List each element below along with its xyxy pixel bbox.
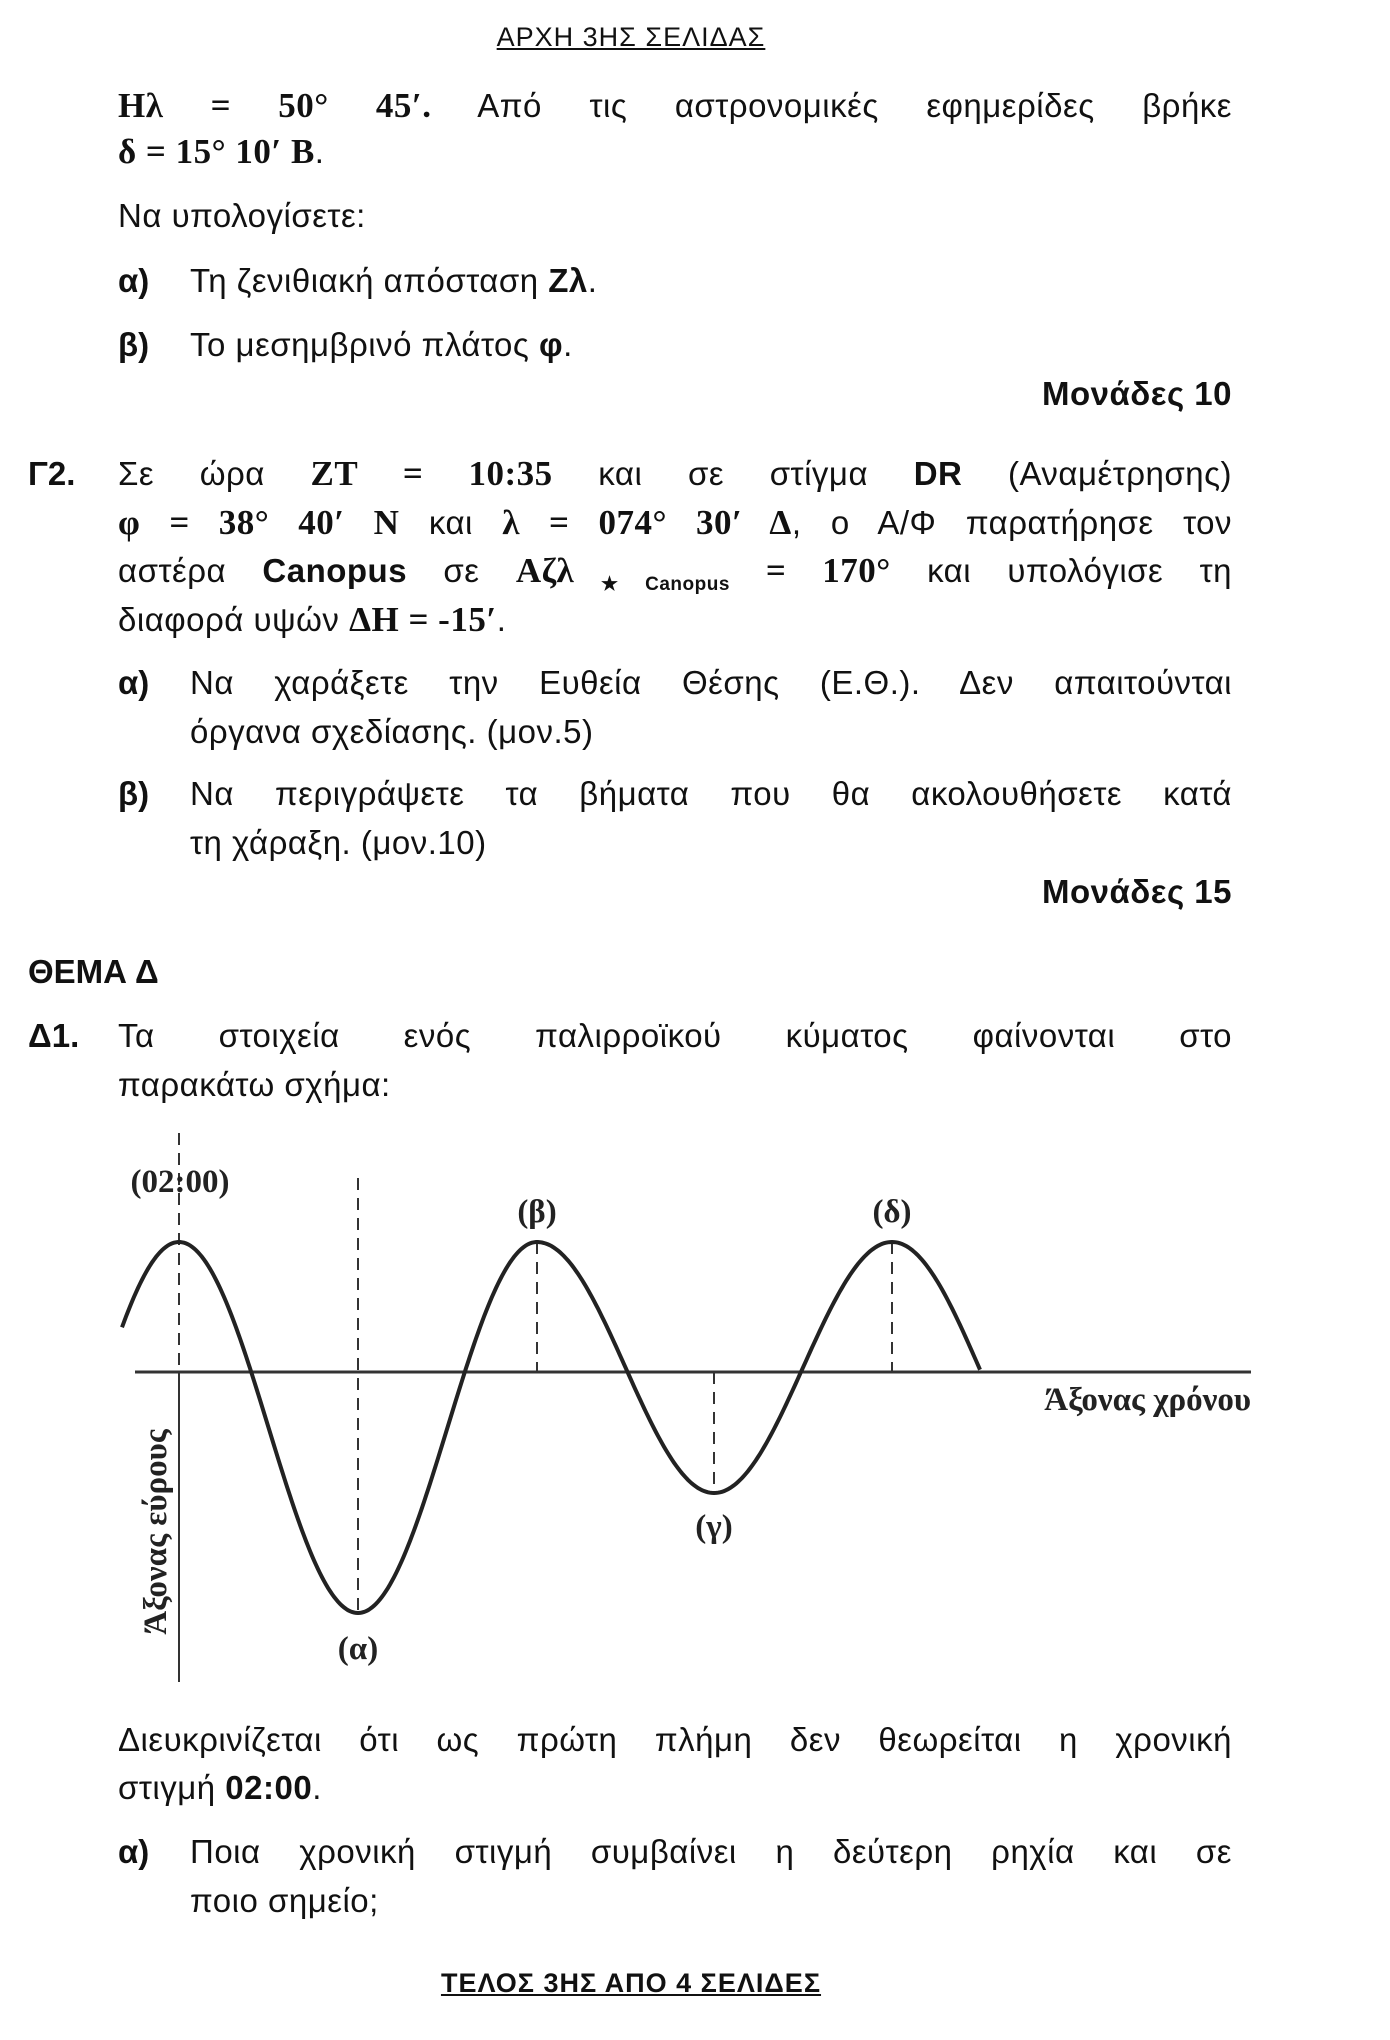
text-segment: . xyxy=(587,262,598,299)
text-segment: διαφορά υψών xyxy=(118,601,350,638)
tide-wave-curve xyxy=(122,1242,980,1613)
bold-text: φ xyxy=(538,326,564,363)
bold-text: Μονάδες 15 xyxy=(1042,873,1232,910)
start-time-label: (02:00) xyxy=(130,1164,230,1200)
question-label-g2: Γ2. xyxy=(28,455,76,492)
text-segment: σε xyxy=(407,552,516,589)
text-segment: , ο Α/Φ παρατήρησε τον xyxy=(791,504,1232,541)
text-segment: . xyxy=(563,326,573,363)
amplitude-axis-label: Άξονας εύρους xyxy=(138,1429,174,1635)
text-segment: Σε ώρα xyxy=(118,455,311,492)
text-segment: Να υπολογίσετε: xyxy=(118,197,366,234)
text-segment: Το μεσημβρινό πλάτος xyxy=(190,326,539,363)
page-footer: ΤΕΛΟΣ 3ΗΣ ΑΠΟ 4 ΣΕΛΙΔΕΣ xyxy=(440,1968,822,1998)
text-line xyxy=(118,869,1232,915)
text-line xyxy=(190,771,1232,817)
text-segment: ποιο σημείο; xyxy=(190,1882,379,1919)
math-expression: Αζλ xyxy=(515,551,575,590)
text-segment: όργανα σχεδίασης. (μον.5) xyxy=(190,713,594,750)
item-label-a: α) xyxy=(118,262,150,299)
text-line xyxy=(118,500,1232,546)
text-segment: Διευκρινίζεται ότι ως πρώτη πλήμη δεν θεωρείται η χρονική xyxy=(118,1721,1232,1758)
text-segment: (Αναμέτρησης) xyxy=(962,455,1232,492)
text-line xyxy=(118,129,324,175)
question-label-d1: Δ1. xyxy=(28,1017,80,1054)
text-line xyxy=(118,451,1232,497)
text-line xyxy=(190,322,573,368)
text-segment: . xyxy=(314,133,325,170)
math-expression: φ = 38° 40′ N xyxy=(118,503,400,542)
point-d-label: (δ) xyxy=(872,1194,912,1230)
bold-text: Ζλ xyxy=(548,262,588,299)
text-segment: και υπολόγισε τη xyxy=(890,552,1232,589)
text-line xyxy=(118,1013,1232,1059)
text-segment: στιγμή xyxy=(118,1769,226,1806)
text-line xyxy=(190,1878,379,1924)
text-line xyxy=(118,1765,322,1811)
text-line xyxy=(190,820,487,866)
text-line xyxy=(118,548,1232,594)
text-segment: τη χάραξη. (μον.10) xyxy=(190,824,487,861)
text-line xyxy=(118,193,366,239)
text-segment: Να χαράξετε την Ευθεία Θέσης (Ε.Θ.). Δεν απαιτούνται xyxy=(190,664,1232,701)
text-segment: αστέρα xyxy=(118,552,263,589)
text-line xyxy=(190,660,1232,706)
bold-text: Canopus xyxy=(262,552,408,589)
math-expression: δ = 15° 10′ Β xyxy=(118,132,315,171)
math-expression: ZT = 10:35 xyxy=(310,454,553,493)
math-expression: Ηλ = 50° 45′. xyxy=(118,86,432,125)
text-segment: . xyxy=(496,601,507,638)
text-segment: Από τις αστρονομικές εφημερίδες βρήκε xyxy=(431,87,1233,124)
bold-text: Μονάδες 10 xyxy=(1042,375,1232,412)
math-expression: λ = 074° 30′ Δ xyxy=(502,503,792,542)
text-line xyxy=(118,597,506,643)
time-axis-label: Άξονας χρόνου xyxy=(1044,1382,1251,1418)
text-line xyxy=(118,371,1232,417)
text-segment: Ποια χρονική στιγμή συμβαίνει η δεύτερη ρηχία και σε xyxy=(190,1833,1232,1870)
bold-text: DR xyxy=(913,455,963,492)
point-g-label: (γ) xyxy=(695,1509,733,1545)
text-segment: Να περιγράψετε τα βήματα που θα ακολουθήσετε κατά xyxy=(190,775,1232,812)
math-expression: = 170° xyxy=(729,551,891,590)
text-line xyxy=(190,1829,1232,1875)
page-header: ΑΡΧΗ 3ΗΣ ΣΕΛΙΔΑΣ xyxy=(496,22,766,52)
text-line xyxy=(190,709,593,755)
text-segment: Τα στοιχεία ενός παλιρροϊκού κύματος φαίνονται στο xyxy=(118,1017,1232,1054)
tide-wave-figure xyxy=(0,1100,1390,1700)
text-segment: παρακάτω σχήμα: xyxy=(118,1066,391,1103)
section-title: ΘΕΜΑ Δ xyxy=(28,953,159,990)
item-label-a2: α) xyxy=(118,664,150,701)
point-a-label: (α) xyxy=(337,1631,379,1667)
item-label-b2: β) xyxy=(118,775,150,812)
math-expression: ΔΗ = -15′ xyxy=(349,600,497,639)
text-line xyxy=(190,258,597,304)
bold-text: 02:00 xyxy=(225,1769,313,1806)
text-segment: Τη ζενιθιακή απόσταση xyxy=(190,262,549,299)
subscript: ★Canopus xyxy=(574,574,730,595)
text-line xyxy=(118,1717,1232,1763)
point-b-label: (β) xyxy=(517,1194,557,1230)
text-segment: και xyxy=(399,504,503,541)
text-segment: . xyxy=(312,1769,322,1806)
item-label-b: β) xyxy=(118,326,150,363)
text-segment: και σε στίγμα xyxy=(552,455,914,492)
item-label-a3: α) xyxy=(118,1833,150,1870)
text-line xyxy=(118,83,1232,129)
